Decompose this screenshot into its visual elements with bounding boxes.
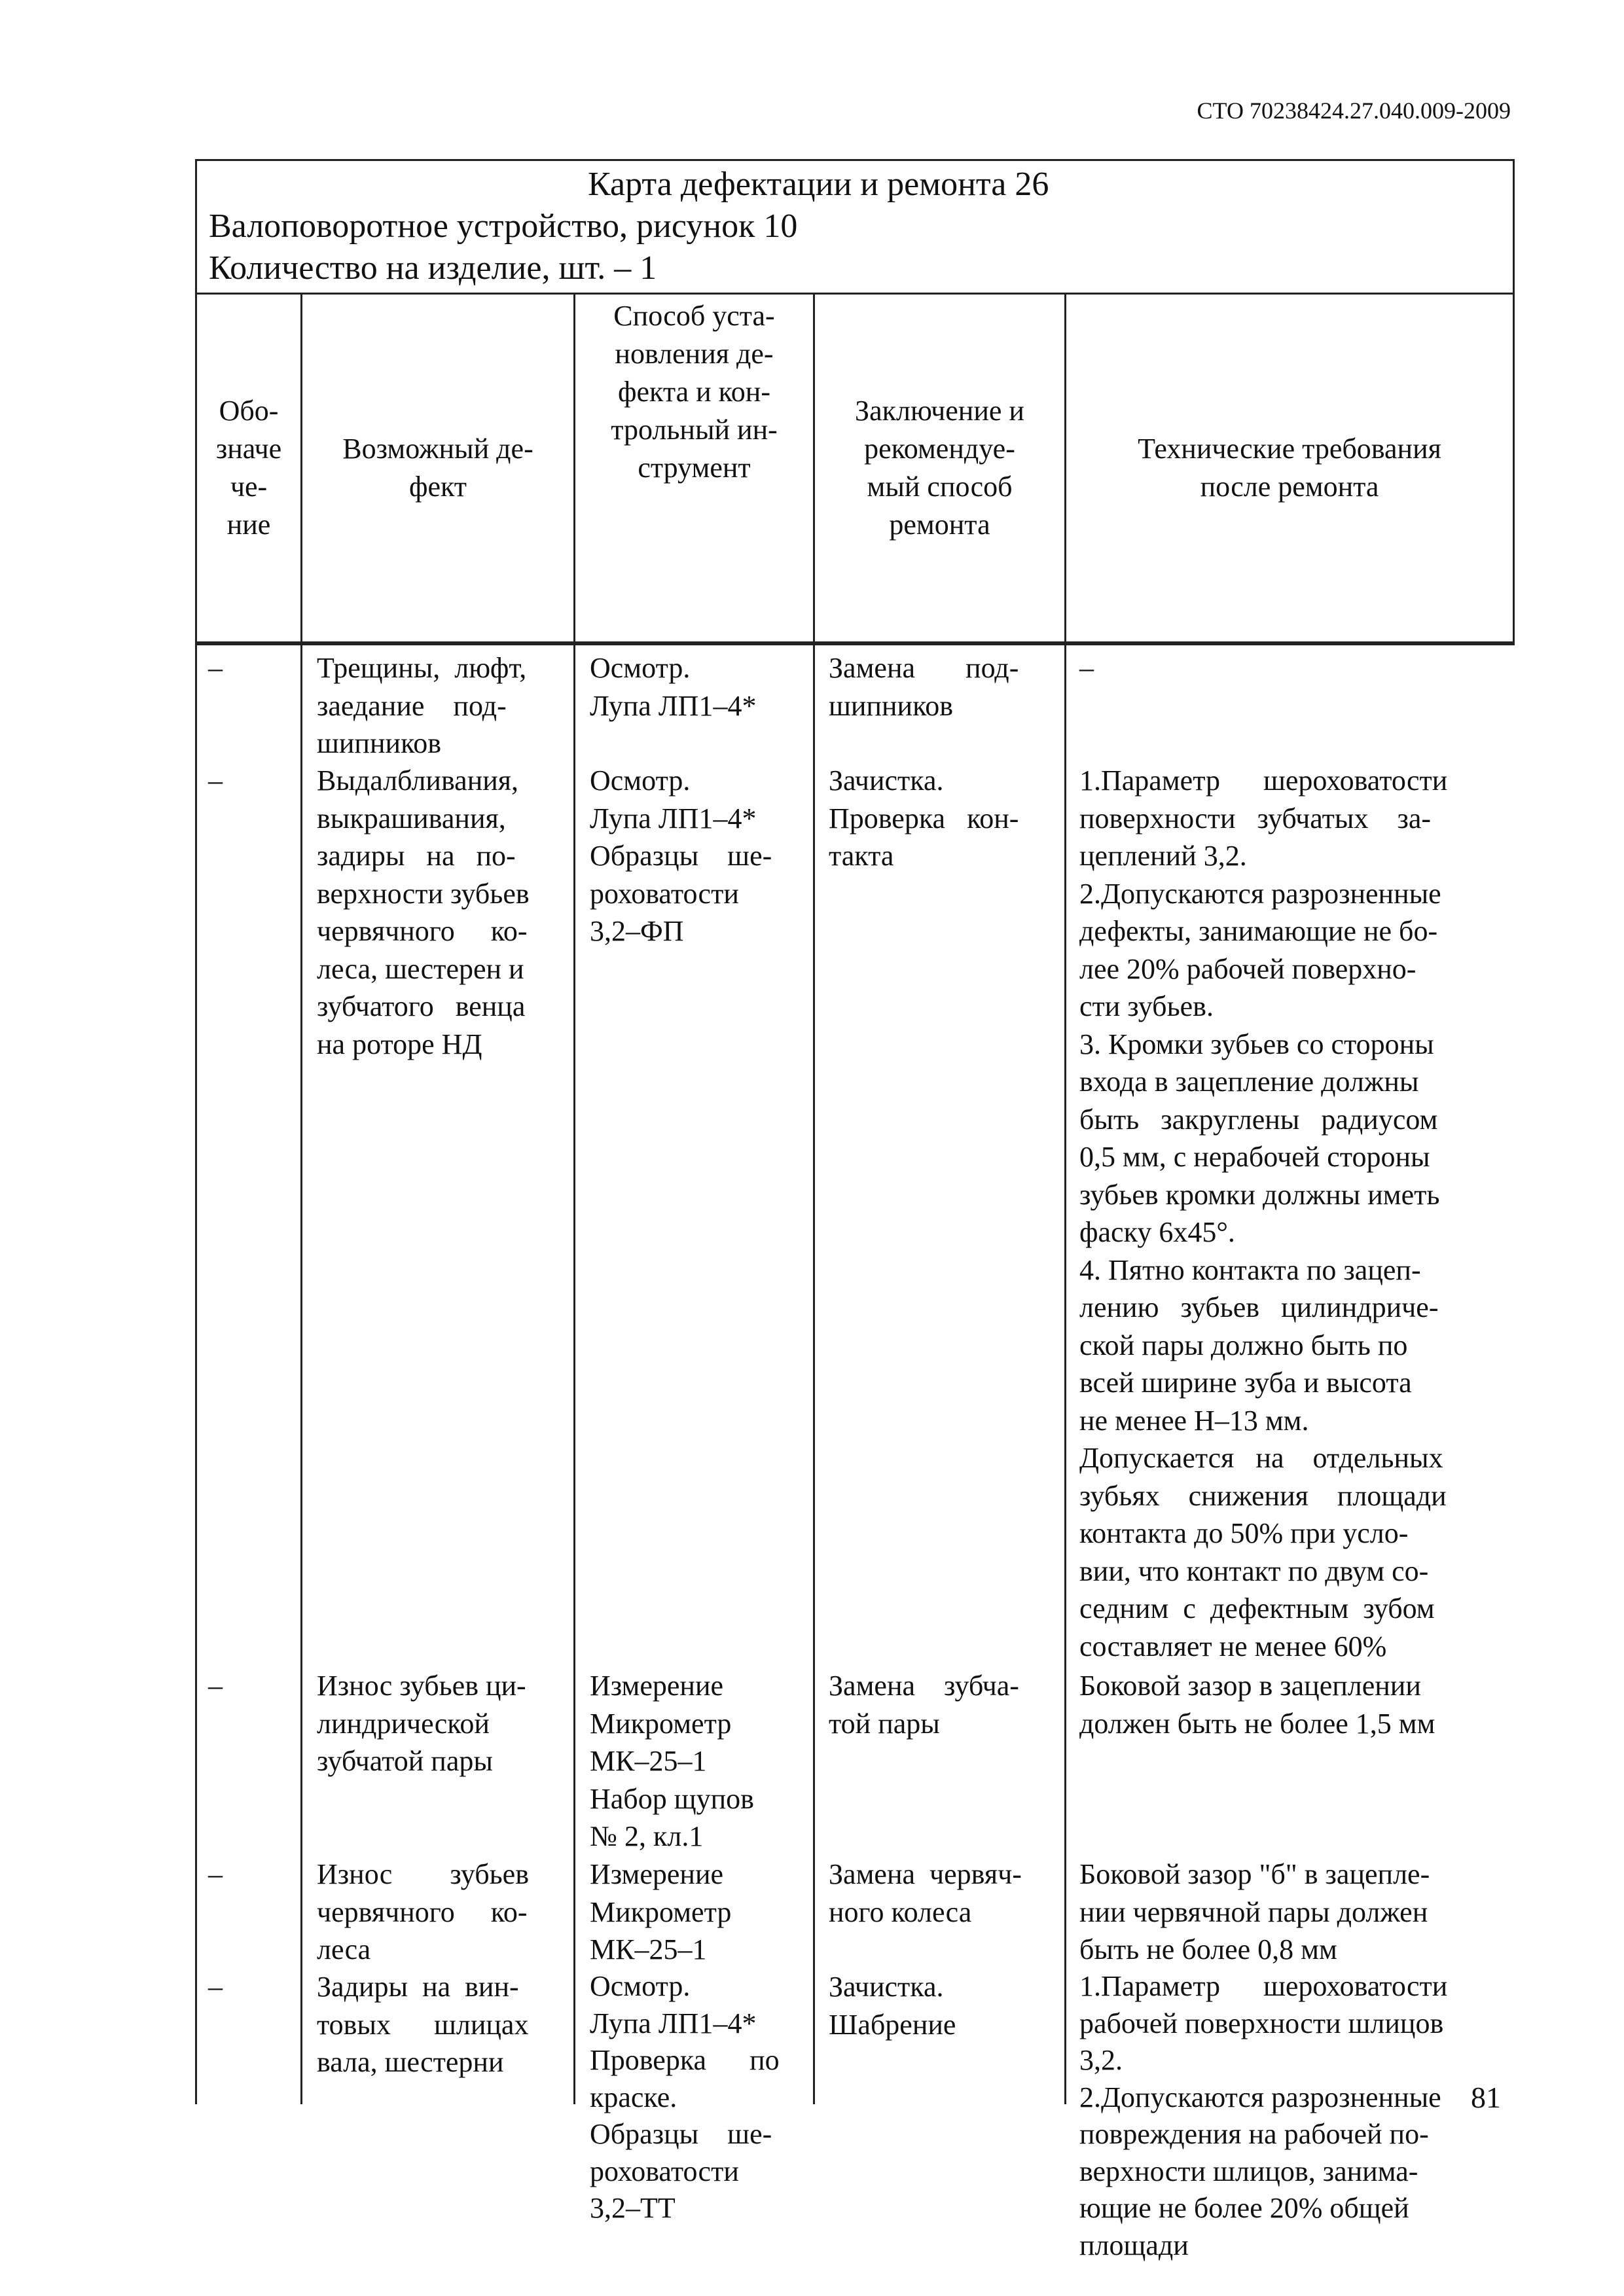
row-3-designation: – [208, 1670, 223, 1702]
card-quantity: Количество на изделие, шт. – 1 [209, 249, 657, 287]
column-header-defect: Возможный де- фект [342, 433, 533, 503]
row-2-defect: Выдалбливания, выкрашивания, задиры на по- верхности зубьев червячного ко- леса, шестерен и зубчатого венца на роторе НД [317, 764, 530, 1060]
row-5-method: Осмотр. Лупа ЛП1–4* Проверка по краске. Образцы ше- роховатости 3,2–ТТ [590, 1970, 780, 2224]
column-header-designation: Обо- значе че- ние [215, 395, 282, 541]
row-2-conclusion: Зачистка. Проверка кон- такта [829, 764, 1019, 872]
row-3-conclusion: Замена зубча- той пары [829, 1670, 1019, 1740]
column-header-requirements: Технические требования после ремонта [1138, 433, 1441, 503]
defect-repair-card [195, 159, 1515, 2261]
column-header-conclusion: Заключение и рекомендуе- мый способ ремонта [855, 395, 1024, 541]
column-border [1513, 293, 1515, 641]
row-4-designation: – [208, 1858, 223, 1890]
header-divider [195, 641, 1515, 645]
row-3-method: Измерение Микрометр МК–25–1 Набор щупов № 2, кл.1 [590, 1670, 754, 1852]
row-4-conclusion: Замена червяч- ного колеса [829, 1858, 1022, 1928]
row-5-designation: – [208, 1971, 223, 2003]
row-5-defect: Задиры на вин- товых шлицах вала, шестерни [317, 1971, 529, 2078]
row-1-method: Осмотр. Лупа ЛП1–4* [590, 652, 757, 722]
row-2-method: Осмотр. Лупа ЛП1–4* Образцы ше- роховатости 3,2–ФП [590, 764, 772, 947]
row-1-conclusion: Замена под- шипников [829, 652, 1019, 722]
row-4-method: Измерение Микрометр МК–25–1 [590, 1858, 732, 1965]
card-subtitle: Валоповоротное устройство, рисунок 10 [209, 207, 798, 245]
row-2-requirements: 1.Параметр шероховатости поверхности зубчатых за- цеплений 3,2. 2.Допускаются разрозненные дефекты, занимающие не бо- лее 20% рабочей поверхно- сти зубьев. 3. Кромки зубьев со стороны входа в зацепление должны быть закруглены радиусом 0,5 мм, с нерабочей стороны зубьев кромки должны иметь фаску 6х45°. 4. Пятно контакта по зацеп- лению зубьев цилиндриче- ской пары должно быть по всей ширине зуба и высота не менее Н–13 мм. Допускается на отдельных зубьях снижения площади контакта до 50% при усло- вии, что контакт по двум со- седним с дефектным зубом составляет не менее 60% [1079, 764, 1448, 1662]
row-5-requirements: 1.Параметр шероховатости рабочей поверхности шлицов 3,2. 2.Допускаются разрозненные повреждения на рабочей по- верхности шлицов, занима- ющие не более 20% общей площади [1079, 1970, 1448, 2261]
row-3-defect: Износ зубьев ци- линдрической зубчатой пары [317, 1670, 526, 1777]
card-title: Карта дефектации и ремонта 26 [588, 166, 1049, 203]
row-5-conclusion: Зачистка. Шабрение [829, 1971, 956, 2041]
row-4-requirements: Боковой зазор "б" в зацепле- нии червячной пары должен быть не более 0,8 мм [1079, 1858, 1430, 1965]
row-1-designation: – [208, 652, 223, 684]
row-1-defect: Трещины, люфт, заедание под- шипников [317, 652, 527, 759]
column-header-method: Способ уста- новления де- фекта и кон- трольный ин- струмент [611, 300, 778, 484]
row-1-requirements: – [1079, 652, 1094, 684]
row-2-designation: – [208, 764, 223, 797]
page-number: 81 [1471, 2081, 1501, 2114]
row-3-requirements: Боковой зазор в зацеплении должен быть не более 1,5 мм [1079, 1670, 1435, 1740]
row-4-defect: Износ зубьев червячного ко- леса [317, 1858, 529, 1965]
card-header [195, 159, 1515, 295]
document-code: СТО 70238424.27.040.009-2009 [1197, 98, 1511, 124]
